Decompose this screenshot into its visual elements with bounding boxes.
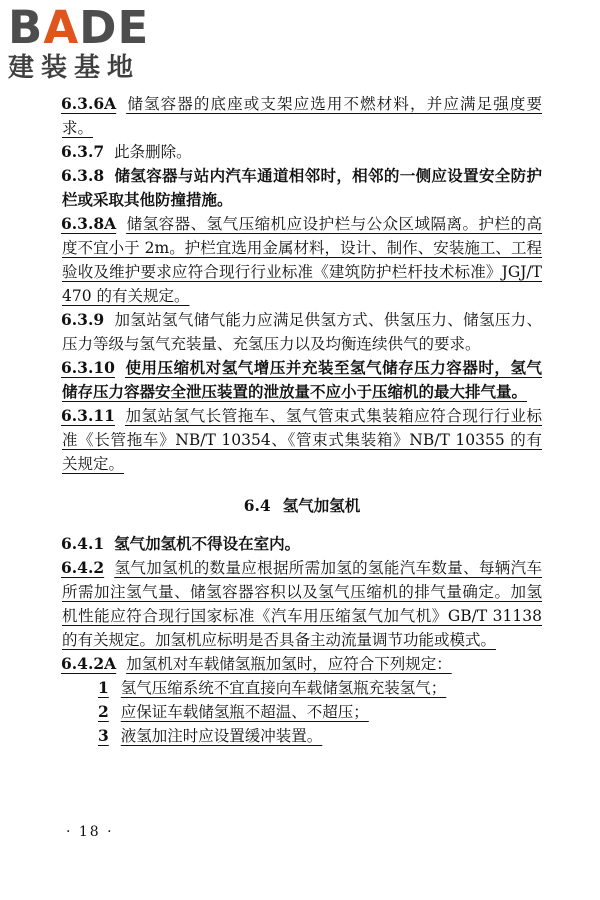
page-number: · 18 · [66,824,114,840]
list-item: 3 液氢加注时应设置缓冲装置。 [98,726,323,745]
list-item: 1 氢气压缩系统不宜直接向车载储氢瓶充装氢气； [98,678,447,697]
list-item: 2 应保证车载储氢瓶不超温、不超压； [98,702,369,721]
logo-wordmark: BADE [8,1,150,54]
clause-6-3-8a: 6.3.8A 储氢容器、氢气压缩机应设护栏与公众区域隔离。护栏的高度不宜小于 2m。护栏宜选用金属材料，设计、制作、安装施工、工程验收及维护要求应符合现行行业标准《建筑防护栏杆技术标准》JGJ/T 470 的有关规定。 [61,214,542,305]
clause-6-3-9: 6.3.9 加氢站氢气储气能力应满足供氢方式、供氢压力、储氢压力、压力等级与氢气充装量、充氢压力以及均衡连续供气的要求。 [61,310,542,353]
clause-6-4-2a: 6.4.2A 加氢机对车载储氢瓶加氢时，应符合下列规定： [61,654,452,673]
section-heading: 6.4 氢气加氢机 [243,496,361,515]
document-body [62,92,542,748]
clause-6-3-10: 6.3.10 使用压缩机对氢气增压并充装至氢气储存压力容器时，氢气储存压力容器安全泄压装置的泄放量不应小于压缩机的最大排气量。 [61,358,542,401]
clause-6-4-2: 6.4.2 氢气加氢机的数量应根据所需加氢的氢能汽车数量、每辆汽车所需加注氢气量、储氢容器容积以及氢气压缩机的排气量确定。加氢机性能应符合现行国家标准《汽车用压缩氢气加气机》GB/T 31138 的有关规定。加氢机应标明是否具备主动流量调节功能或模式。 [61,558,542,649]
logo-subtitle: 建装基地 [8,53,141,83]
clause-6-3-11: 6.3.11 加氢站氢气长管拖车、氢气管束式集装箱应符合现行行业标准《长管拖车》NB/T 10354、《管束式集装箱》NB/T 10355 的有关规定。 [61,406,542,473]
clause-6-3-7: 6.3.7 此条删除。 [61,142,192,161]
requirement-list [62,676,542,748]
clause-6-3-8: 6.3.8 储氢容器与站内汽车通道相邻时，相邻的一侧应设置安全防护栏或采取其他防撞措施。 [61,166,542,209]
publisher-logo [8,1,178,84]
clause-6-3-6a: 6.3.6A 储氢容器的底座或支架应选用不燃材料，并应满足强度要求。 [61,94,542,137]
clause-6-4-1: 6.4.1 氢气加氢机不得设在室内。 [61,534,301,553]
